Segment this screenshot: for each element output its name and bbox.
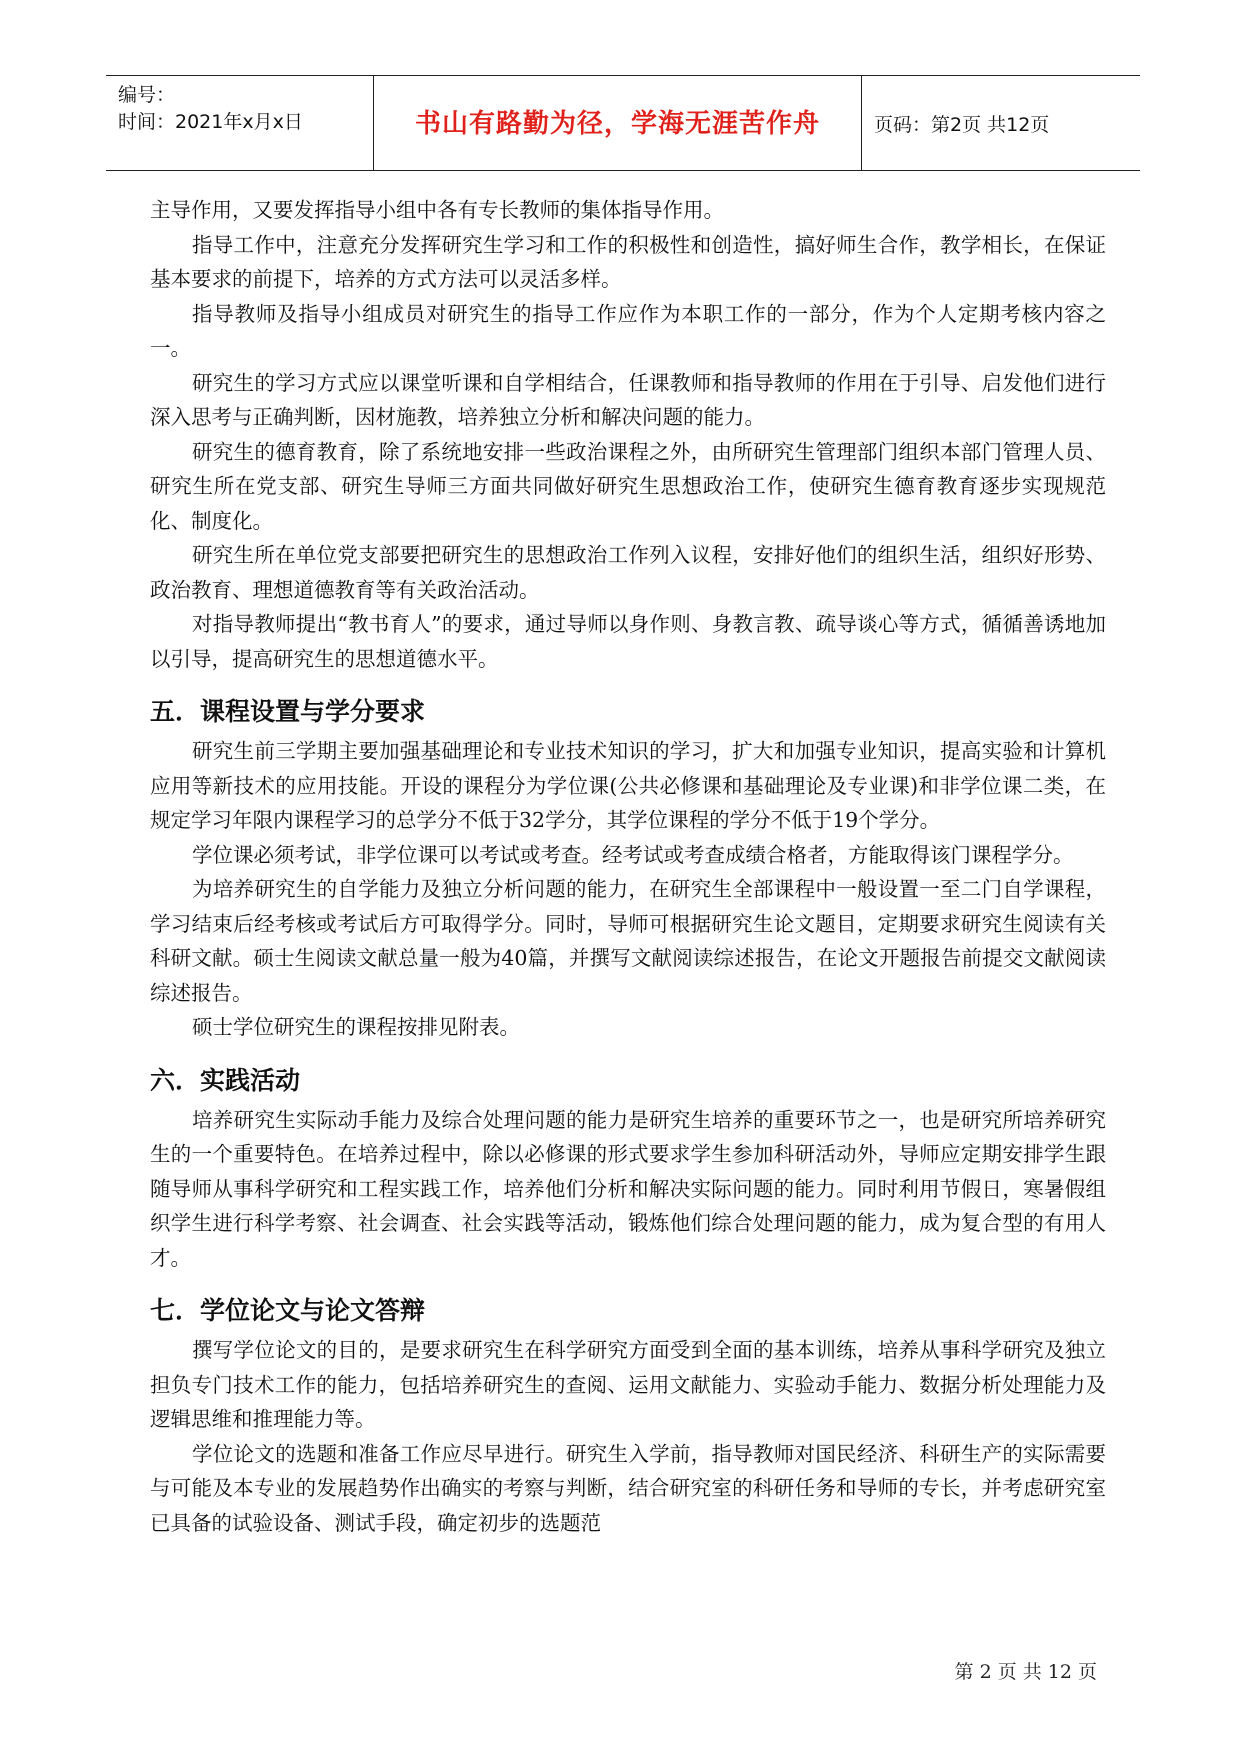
header-page-code: 页码：第2页 共12页 [874, 114, 1050, 136]
page-footer: 第 2 页 共 12 页 [954, 1661, 1097, 1683]
paragraph: 研究生的德育教育，除了系统地安排一些政治课程之外，由所研究生管理部门组织本部门管理人员、研究生所在党支部、研究生导师三方面共同做好研究生思想政治工作，使研究生德育教育逐步实现规范化、制度化。 [150, 439, 1106, 533]
section-heading-6: 六．实践活动 [150, 1065, 301, 1095]
paragraph: 指导工作中，注意充分发挥研究生学习和工作的积极性和创造性，搞好师生合作，教学相长，在保证基本要求的前提下，培养的方式方法可以灵活多样。 [150, 232, 1106, 291]
header-motto-cell [374, 76, 862, 170]
header-page-cell [862, 76, 1140, 170]
paragraph: 培养研究生实际动手能力及综合处理问题的能力是研究生培养的重要环节之一，也是研究所培养研究生的一个重要特色。在培养过程中，除以必修课的形式要求学生参加科研活动外，导师应定期安排学生跟随导师从事科学研究和工程实践工作，培养他们分析和解决实际问题的能力。同时利用节假日，寒暑假组织学生进行科学考察、社会调查、社会实践等活动，锻炼他们综合处理问题的能力，成为复合型的有用人才。 [150, 1107, 1106, 1270]
paragraph: 对指导教师提出“教书育人”的要求，通过导师以身作则、身教言教、疏导谈心等方式，循循善诱地加以引导，提高研究生的思想道德水平。 [150, 612, 1106, 671]
paragraph: 为培养研究生的自学能力及独立分析问题的能力，在研究生全部课程中一般设置一至二门自学课程，学习结束后经考核或考试后方可取得学分。同时，导师可根据研究生论文题目，定期要求研究生阅读有关科研文献。硕士生阅读文献总量一般为40篇，并撰写文献阅读综述报告，在论文开题报告前提交文献阅读综述报告。 [150, 877, 1106, 1005]
document-body [150, 193, 1106, 1540]
header-info-cell [106, 76, 374, 170]
paragraph: 学位课必须考试，非学位课可以考试或考查。经考试或考查成绩合格者，方能取得该门课程学分。 [192, 842, 1074, 867]
document-number-label: 编号： [118, 84, 176, 106]
paragraph: 主导作用，又要发挥指导小组中各有专长教师的集体指导作用。 [150, 198, 724, 222]
paragraph: 研究生所在单位党支部要把研究生的思想政治工作列入议程，安排好他们的组织生活，组织好形势、政治教育、理想道德教育等有关政治活动。 [150, 543, 1106, 602]
paragraph: 研究生的学习方式应以课堂听课和自学相结合，任课教师和指导教师的作用在于引导、启发他们进行深入思考与正确判断，因材施教，培养独立分析和解决问题的能力。 [150, 370, 1106, 429]
paragraph: 研究生前三学期主要加强基础理论和专业技术知识的学习，扩大和加强专业知识，提高实验和计算机应用等新技术的应用技能。开设的课程分为学位课(公共必修课和基础理论及专业课)和非学位课二类，在规定学习年限内课程学习的总学分不低于32学分，其学位课程的学分不低于19个学分。 [150, 739, 1106, 832]
section-heading-5: 五．课程设置与学分要求 [150, 697, 426, 726]
motto-text: 书山有路勤为径，学海无涯苦作舟 [414, 109, 820, 139]
header-table [106, 75, 1140, 171]
paragraph: 硕士学位研究生的课程按排见附表。 [192, 1015, 520, 1039]
paragraph: 学位论文的选题和准备工作应尽早进行。研究生入学前，指导教师对国民经济、科研生产的实际需要与可能及本专业的发展趋势作出确实的考察与判断，结合研究室的科研任务和导师的专长，并考虑研究室已具备的试验设备、测试手段，确定初步的选题范 [150, 1441, 1106, 1535]
section-heading-7: 七．学位论文与论文答辩 [150, 1296, 426, 1325]
paragraph: 撰写学位论文的目的，是要求研究生在科学研究方面受到全面的基本训练，培养从事科学研究及独立担负专门技术工作的能力，包括培养研究生的查阅、运用文献能力、实验动手能力、数据分析处理能力及逻辑思维和推理能力等。 [150, 1338, 1106, 1431]
paragraph: 指导教师及指导小组成员对研究生的指导工作应作为本职工作的一部分，作为个人定期考核内容之一。 [150, 301, 1106, 360]
document-time-label: 时间：2021年x月x日 [118, 111, 303, 133]
